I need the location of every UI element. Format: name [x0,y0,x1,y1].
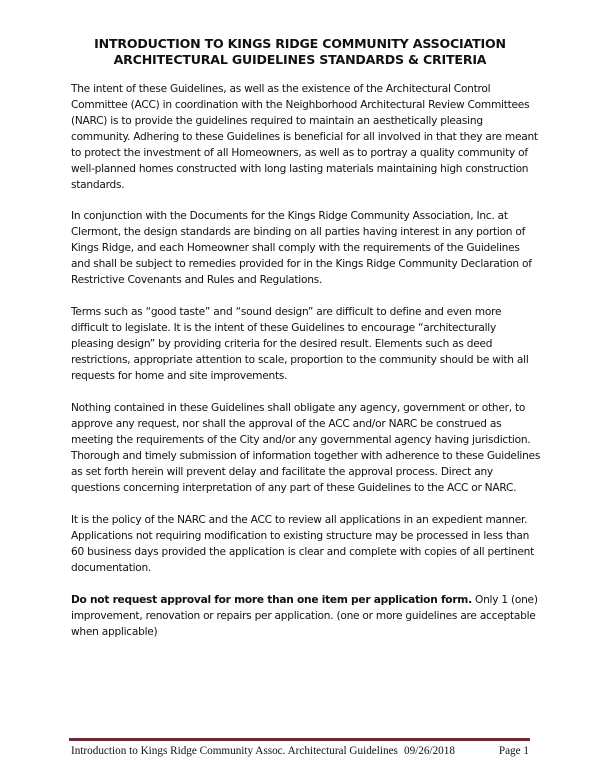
footer-date: 09/26/2018 [404,745,455,757]
title-line-2: ARCHITECTURAL GUIDELINES STANDARDS & CRITERIA [113,52,487,67]
paragraph-policy: It is the policy of the NARC and the ACC to review all applications in an expedient manner. Applications not requiring modification to existing structure may be processed in less than 60 business days provided the application is clear and complete with copies of all pertinent documentation. [71,514,535,574]
title-line-1: INTRODUCTION TO KINGS RIDGE COMMUNITY ASSOCIATION [94,36,506,51]
footer-title: Introduction to Kings Ridge Community Assoc. Architectural Guidelines [71,745,398,757]
footer-page-number: Page 1 [498,745,529,757]
paragraph-approval-notice [71,592,541,640]
paragraph-terms: Terms such as “good taste” and “sound design” are difficult to define and even more difficult to legislate. It is the intent of these Guidelines to encourage “architecturally pleasing design” by providing criteria for the desired result. Elements such as deed restrictions, appropriate attention to scale, proportion to the community should be with all requests for home and site improvements. [71,306,529,382]
paragraph-intent: The intent of these Guidelines, as well as the existence of the Architectural Control Committee (ACC) in coordination with the Neighborhood Architectural Review Committees (NARC) is to provide the guidelines required to maintain an aesthetically pleasing community. Adhering to these Guidelines is beneficial for all involved in that they are meant to protect the investment of all Homeowners, as well as to portray a quality community of well-planned homes constructed with long lasting materials maintaining high construction standards. [71,83,538,191]
document-body [71,81,541,656]
approval-notice-regular: Only 1 (one) improvement, renovation or repairs per application. (one or more guidelines are acceptable when applicable) [71,594,538,638]
paragraph-nothing-contained: Nothing contained in these Guidelines shall obligate any agency, government or other, to approve any request, nor shall the approval of the ACC and/or NARC be construed as meeting the requirements of the City and/or any governmental agency having jurisdiction. Thorough and timely submission of information together with adherence to these Guidelines as set forth herein will prevent delay and facilitate the approval process. Direct any questions concerning interpretation of any part of these Guidelines to the ACC or NARC. [71,402,541,494]
paragraph-conjunction: In conjunction with the Documents for the Kings Ridge Community Association, Inc. at Clermont, the design standards are binding on all parties having interest in any portion of Kings Ridge, and each Homeowner shall comply with the requirements of the Guidelines and shall be subject to remedies provided for in the Kings Ridge Community Declaration of Restrictive Covenants and Rules and Regulations. [71,210,532,286]
approval-notice-bold: Do not request approval for more than one item per application form. [71,594,472,606]
document-title [40,36,560,68]
footer-divider [69,738,530,741]
